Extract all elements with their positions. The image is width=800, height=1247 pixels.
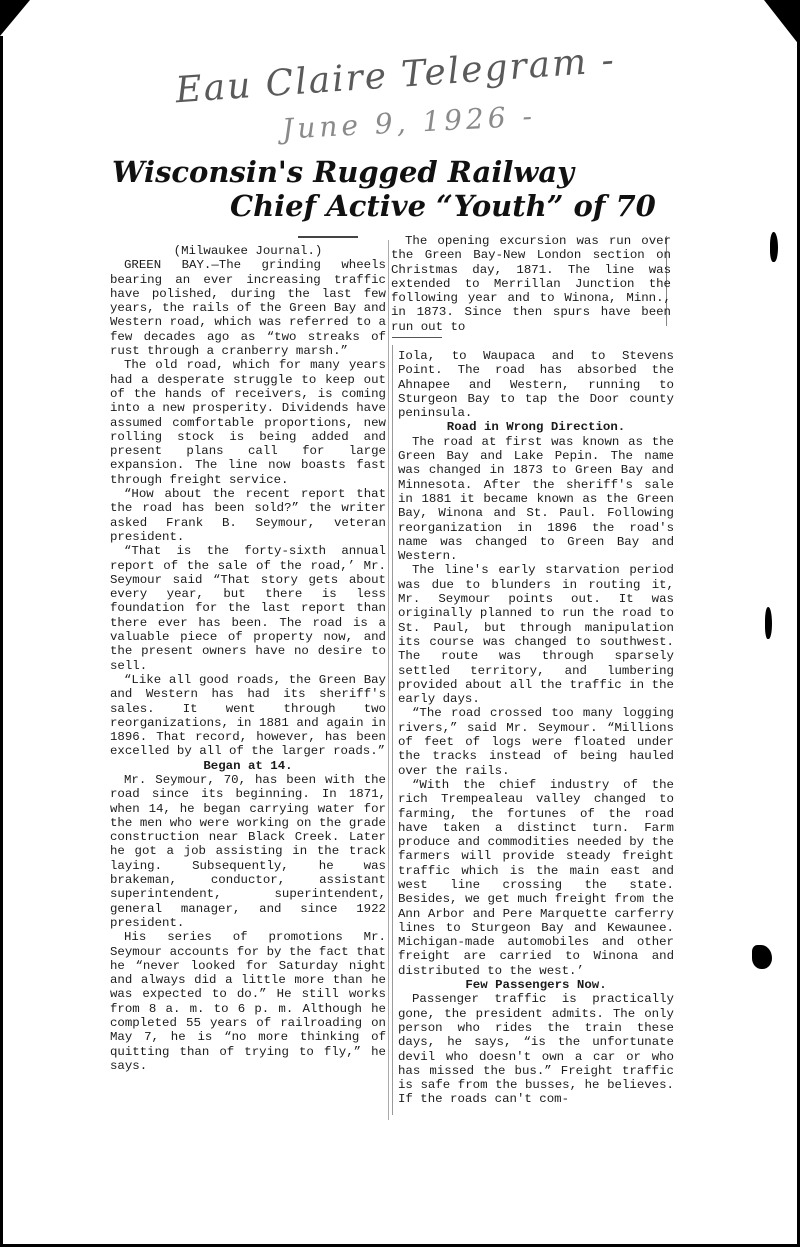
paragraph: “The road crossed too many logging rivers,” said Mr. Seymour. “Millions of feet of logs were floated under the tracks instead of being hauled over the rails. [398,706,674,778]
column-rule-clip [392,337,442,338]
paragraph: His series of promotions Mr. Seymour accounts for by the fact that he “never looked for Saturday night and always did a little more than he was expected to do.” He still works from 8 a. m. to 6 p. m. Although he completed 55 years of railroading on May 7, he is “no more thinking of quitting than of trying to fly,” he says. [110,930,386,1073]
column-rule-clip-vertical [392,345,393,1115]
column-rule-center [388,240,389,1120]
scan-edge-left [0,36,3,1247]
ink-blot-icon [770,232,778,262]
paragraph: Passenger traffic is practically gone, the president admits. The only person who rides the train these days, he says, “is the unfortunate devil who doesn't own a car or who has missed the bus.” Freight traffic is safe from the busses, he believes. If the roads can't com- [398,992,674,1107]
paragraph: “That is the forty-sixth annual report of the sale of the road,’ Mr. Seymour said “That story gets about every year, but there is less foundation for the last report than there ever has been. The road is a valuable piece of property now, and the present owners have no desire to sell. [110,544,386,673]
ink-blot-icon [765,607,772,639]
paragraph: “How about the recent report that the road has been sold?” the writer asked Frank B. Seymour, veteran president. [110,487,386,544]
paragraph: “Like all good roads, the Green Bay and Western has had its sheriff's sales. It went through two reorganizations, in 1881 and again in 1896. That record, however, has been excelled by all of the larger roads.” [110,672,386,759]
handwritten-date-note: June 9, 1926 - [281,99,537,146]
headline-line-2: Chief Active “Youth” of 70 [230,189,656,223]
subhead-few-passengers-now: Few Passengers Now. [465,978,607,993]
paragraph: Mr. Seymour, 70, has been with the road since its beginning. In 1871, when 14, he began carrying water for the men who were working on the grade construction near Black Creek. Later he got a job assisting in the track laying. Subsequently, he was brakeman, conductor, assistant superintendent, superintendent, general manager, and since 1922 president. [110,772,386,930]
article-right-column [398,349,674,1107]
paragraph: Iola, to Waupaca and to Stevens Point. The road has absorbed the Ahnapee and Western, running to Sturgeon Bay to tap the Door county peninsula. [398,349,674,421]
source-credit: (Milwaukee Journal.) [173,244,323,258]
article-left-column [110,244,386,1073]
article-right-column-top [391,234,671,334]
paragraph: The opening excursion was run over the Green Bay-New London section on Christmas day, 1871. The line was extended to Merrillan Junction the following year and to Winona, Minn., in 1873. Since then spurs have been run out to [391,234,671,334]
ink-blot-icon [752,945,772,969]
paragraph: GREEN BAY.—The grinding wheels bearing an ever increasing traffic have polished, during the last few years, the rails of the Green Bay and Western road, which was referred to a few decades ago as “two streaks of rust through a cranberry marsh.” [110,258,386,359]
scan-corner-top-right [764,0,800,46]
paragraph: The line's early starvation period was due to blunders in routing it, Mr. Seymour points out. It was originally planned to run the road to St. Paul, but through manipulation its course was changed to southwest. The route was through sparsely settled territory, and lumbering provided about all the traffic in the early days. [398,563,674,707]
subhead-began-at-14: Began at 14. [203,758,293,773]
handwritten-source-note: Eau Claire Telegram - [174,39,618,112]
column-rule-top [298,236,358,238]
paragraph: The road at first was known as the Green Bay and Lake Pepin. The name was changed in 1873 to Green Bay and Minnesota. After the sheriff's sale in 1881 it became known as the Green Bay, Winona and St. Paul. Following reorganization in 1896 the road's name was changed to Green Bay and Western. [398,434,674,564]
scan-corner-top-left [0,0,30,36]
paragraph: “With the chief industry of the rich Trempealeau valley changed to farming, the fortunes of the road have taken a distinct turn. Farm produce and commodities needed by the farmers will provide steady freight traffic which is the main east and west line crossing the state. Besides, we get much freight from the Ann Arbor and Pere Marquette carferry lines to Sturgeon Bay and Kewaunee. Michigan-made automobiles and other freight are carried to Winona and distributed to the west.’ [398,777,674,978]
paragraph: The old road, which for many years had a desperate struggle to keep out of the hands of receivers, is coming into a new prosperity. Dividends have assumed comfortable proportions, new rolling stock is being added and present plans call for large expansion. The line now boasts fast through freight service. [110,358,386,487]
headline-line-1: Wisconsin's Rugged Railway [112,155,574,189]
subhead-road-in-wrong-direction: Road in Wrong Direction. [446,420,626,435]
